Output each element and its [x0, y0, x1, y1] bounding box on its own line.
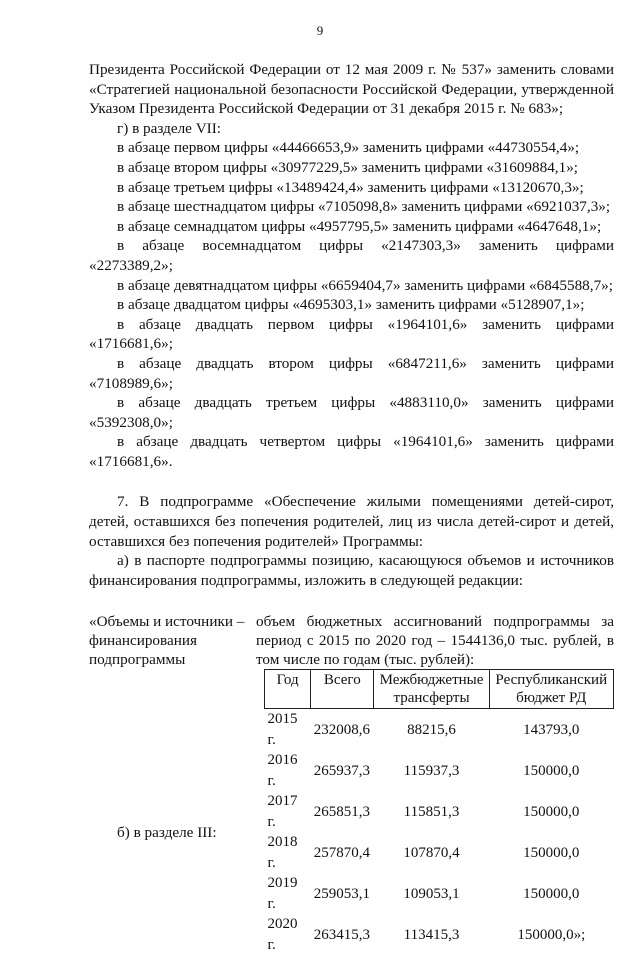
year-cell: 2018 г.	[267, 834, 298, 871]
transfers-cell: 115937,3	[403, 762, 460, 779]
year-cell: 2020 г.	[267, 916, 298, 953]
budget-cell: 150000,0	[523, 885, 580, 902]
paragraph: в абзаце двадцатом цифры «4695303,1» заменить цифрами «5128907,1»;	[117, 296, 585, 314]
paragraph: в абзаце шестнадцатом цифры «7105098,8» заменить цифрами «6921037,3»;	[117, 198, 611, 216]
paragraph: в абзаце двадцать четвертом цифры «1964101,6» заменить цифрами «1716681,6».	[89, 433, 614, 470]
budget-cell: 150000,0	[523, 803, 580, 820]
table-row	[265, 709, 614, 751]
column-header-transfers: Межбюджетные трансферты	[374, 670, 489, 709]
total-cell: 265851,3	[313, 803, 370, 820]
transfers-cell: 113415,3	[403, 926, 460, 943]
financing-description: объем бюджетных ассигнований подпрограммы за период с 2015 по 2020 год – 1544136,0 тыс. рублей, в том числе по годам (тыс. рублей):	[256, 613, 614, 669]
financing-label: «Объемы и источники – финансирования подпрограммы	[89, 613, 245, 669]
budget-cell: 150000,0»;	[517, 926, 586, 943]
paragraph: в абзаце девятнадцатом цифры «6659404,7» заменить цифрами «6845588,7»;	[117, 276, 613, 294]
paragraph: г) в разделе VII:	[117, 119, 221, 137]
paragraph: в абзаце двадцать третьем цифры «4883110,0» заменить цифрами «5392308,0»;	[89, 394, 614, 431]
budget-cell: 150000,0	[523, 844, 580, 861]
paragraph: в абзаце восемнадцатом цифры «2147303,3» заменить цифрами «2273389,2»;	[89, 237, 614, 274]
table-row	[265, 750, 614, 791]
budget-cell: 143793,0	[523, 721, 580, 738]
transfers-cell: 88215,6	[407, 721, 456, 738]
paragraph: в абзаце третьем цифры «13489424,4» заменить цифрами «13120670,3»;	[117, 178, 584, 196]
paragraph: в абзаце двадцать втором цифры «6847211,6» заменить цифрами «7108989,6»;	[89, 354, 614, 392]
column-header-republic-budget: Республиканский бюджет РД	[489, 670, 613, 709]
total-cell: 259053,1	[313, 885, 370, 902]
total-cell: 257870,4	[313, 844, 370, 861]
section-7-paragraph: а) в паспорте подпрограммы позицию, касающуюся объемов и источников финансирования подпрограммы, изложить в следующей редакции:	[89, 552, 614, 589]
page-number: 9	[316, 23, 324, 38]
column-header-total: Всего	[311, 670, 374, 709]
financing-table	[264, 669, 614, 955]
year-cell: 2019 г.	[267, 875, 298, 912]
table-row	[265, 914, 614, 955]
paragraph: в абзаце втором цифры «30977229,5» заменить цифрами «31609884,1»;	[117, 158, 579, 176]
paragraph: в абзаце семнадцатом цифры «4957795,5» заменить цифрами «4647648,1»;	[117, 217, 602, 235]
transfers-cell: 115851,3	[403, 803, 460, 820]
year-cell: 2015 г.	[267, 711, 298, 748]
table-row	[265, 791, 614, 832]
table-row	[265, 832, 614, 873]
budget-cell: 150000,0	[523, 762, 580, 779]
closing-paragraph: б) в разделе III:	[117, 824, 217, 841]
transfers-cell: 109053,1	[403, 885, 460, 902]
year-cell: 2016 г.	[267, 752, 298, 789]
paragraph: в абзаце двадцать первом цифры «1964101,6» заменить цифрами «1716681,6»;	[89, 315, 614, 353]
section-7-paragraph: 7. В подпрограмме «Обеспечение жилыми помещениями детей-сирот, детей, оставшихся без попечения родителей, лиц из числа детей-сирот и детей, оставшихся без попечения родителей» Программы:	[89, 493, 614, 550]
paragraph: Президента Российской Федерации от 12 мая 2009 г. № 537» заменить словами «Стратегией национальной безопасности Российской Федерации, утвержденной Указом Президента Российской Федерации от 31 декабря 2015 г. № 683»;	[89, 61, 614, 118]
paragraph: в абзаце первом цифры «44466653,9» заменить цифрами «44730554,4»;	[117, 139, 580, 157]
total-cell: 232008,6	[313, 721, 370, 738]
transfers-cell: 107870,4	[403, 844, 460, 861]
table-header-row	[265, 670, 614, 709]
year-cell: 2017 г.	[267, 793, 298, 830]
total-cell: 265937,3	[313, 762, 370, 779]
column-header-year: Год	[265, 670, 311, 709]
table-row	[265, 873, 614, 914]
total-cell: 263415,3	[313, 926, 370, 943]
